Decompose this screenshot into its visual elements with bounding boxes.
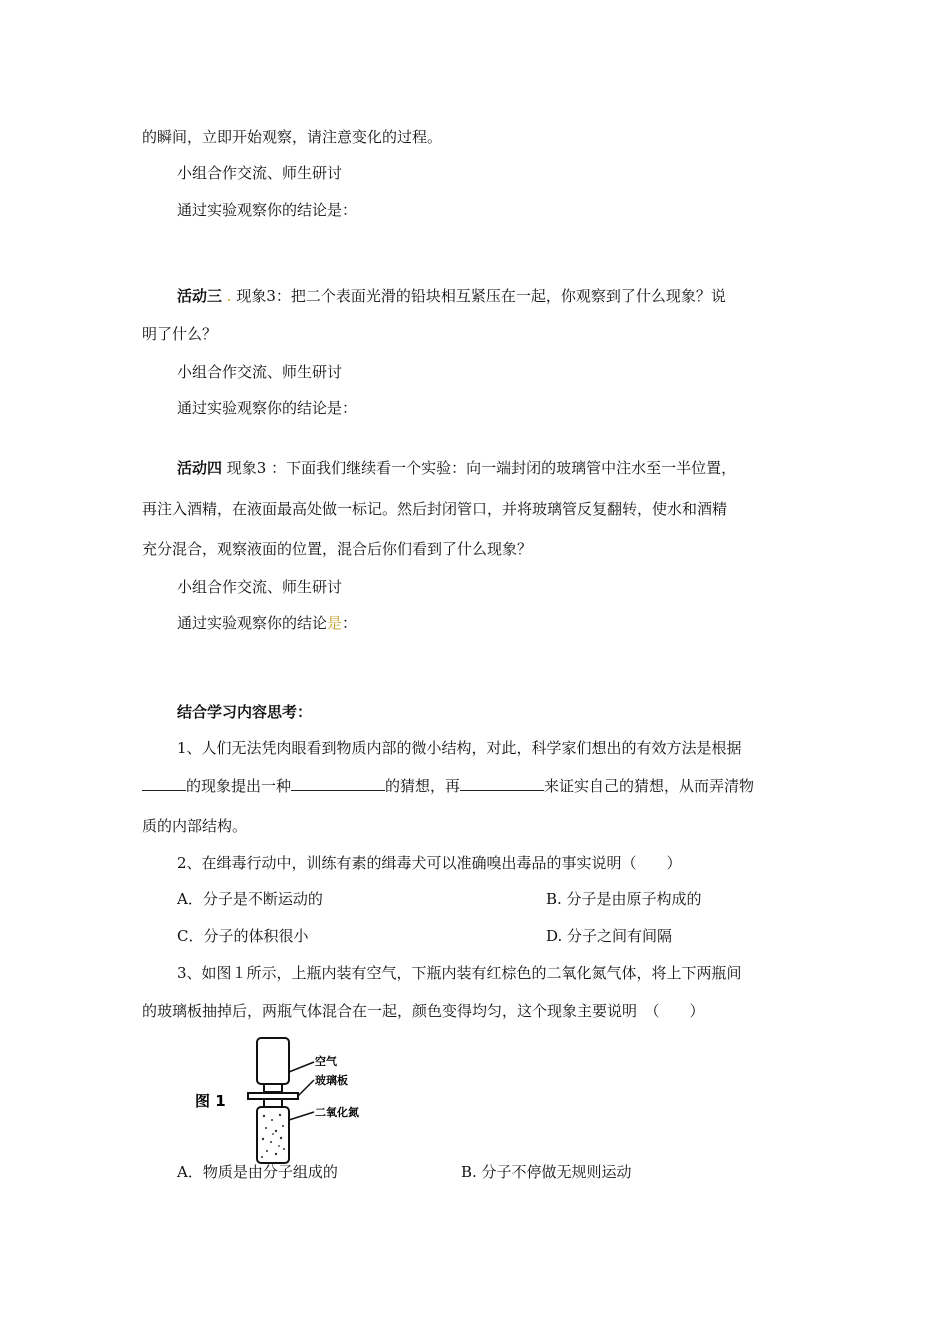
- discussion-prompt: 小组合作交流、师生研讨: [177, 164, 343, 182]
- conclusion-colon: ：: [342, 614, 358, 632]
- question-one-cont: 质的内部结构。: [142, 817, 248, 835]
- activity-three-label: 活动三: [177, 287, 223, 305]
- label-air: 空气: [315, 1055, 337, 1068]
- activity-four-text-cont: 再注入酒精，在液面最高处做一标记。然后封闭管口，并将玻璃管反复翻转，使水和酒精: [142, 500, 728, 518]
- activity-four-text-cont: 充分混合，观察液面的位置，混合后你们看到了什么现象？: [142, 540, 533, 558]
- answer-blank[interactable]: [460, 776, 544, 791]
- option-a: A．物质是由分子组成的: [177, 1163, 338, 1181]
- question-text: 的现象提出一种: [186, 777, 292, 795]
- option-a: A．分子是不断运动的: [177, 890, 323, 908]
- activity-three-dot: .: [226, 287, 232, 305]
- question-three: 3、如图１所示，上瓶内装有空气，下瓶内装有红棕色的二氧化氮气体，将上下两瓶间: [177, 964, 742, 982]
- activity-three-line: [177, 286, 726, 306]
- question-text: 来证实自己的猜想，从而弄清物: [544, 777, 755, 795]
- plate-leader-line: [298, 1080, 314, 1096]
- option-d: D. 分子之间有间隔: [546, 927, 673, 945]
- label-nitrogen-dioxide: 二氧化氮: [315, 1106, 359, 1119]
- answer-blank[interactable]: [142, 776, 186, 791]
- activity-four-line: [177, 458, 736, 478]
- upper-bottle: [257, 1038, 289, 1092]
- option-b: B. 分子是由原子构成的: [546, 890, 702, 908]
- discussion-prompt: 小组合作交流、师生研讨: [177, 363, 343, 381]
- answer-blank[interactable]: [291, 776, 385, 791]
- label-glass-plate: 玻璃板: [315, 1074, 348, 1087]
- option-b: B. 分子不停做无规则运动: [461, 1163, 632, 1181]
- think-heading: 结合学习内容思考：: [177, 703, 313, 721]
- question-three-cont: 的玻璃板抽掉后，两瓶气体混合在一起，颜色变得均匀，这个现象主要说明 （ ）: [142, 1002, 705, 1020]
- gas-leader-line: [289, 1112, 314, 1120]
- bottle-diagram: [190, 1036, 380, 1166]
- activity-three-text: 现象3：把二个表面光滑的铅块相互紧压在一起，你观察到了什么现象？说: [236, 287, 726, 305]
- discussion-prompt: 小组合作交流、师生研讨: [177, 578, 343, 596]
- question-two: 2、在缉毒行动中，训练有素的缉毒犬可以准确嗅出毒品的事实说明（ ）: [177, 854, 682, 872]
- conclusion-prompt: 通过实验观察你的结论是：: [177, 201, 358, 219]
- activity-three-text-cont: 明了什么？: [142, 325, 218, 343]
- question-text: 的猜想，再: [385, 777, 461, 795]
- question-one: 1、人们无法凭肉眼看到物质内部的微小结构，对此，科学家们想出的有效方法是根据: [177, 739, 742, 757]
- conclusion-text-mark: 是: [327, 614, 343, 632]
- activity-four-label: 活动四: [177, 459, 223, 477]
- question-one-blanks: [142, 776, 754, 796]
- conclusion-text: 通过实验观察你的结论: [177, 614, 328, 632]
- intro-line: 的瞬间，立即开始观察，请注意变化的过程。: [142, 128, 443, 146]
- option-c: C．分子的体积很小: [177, 927, 309, 945]
- conclusion-prompt: [177, 613, 357, 633]
- conclusion-prompt: 通过实验观察你的结论是：: [177, 399, 358, 417]
- air-leader-line: [289, 1062, 314, 1072]
- lower-bottle: [257, 1099, 289, 1163]
- activity-four-text: 现象3 ：下面我们继续看一个实验：向一端封闭的玻璃管中注水至一半位置，: [226, 459, 737, 477]
- figure-title: 图 1: [195, 1092, 226, 1110]
